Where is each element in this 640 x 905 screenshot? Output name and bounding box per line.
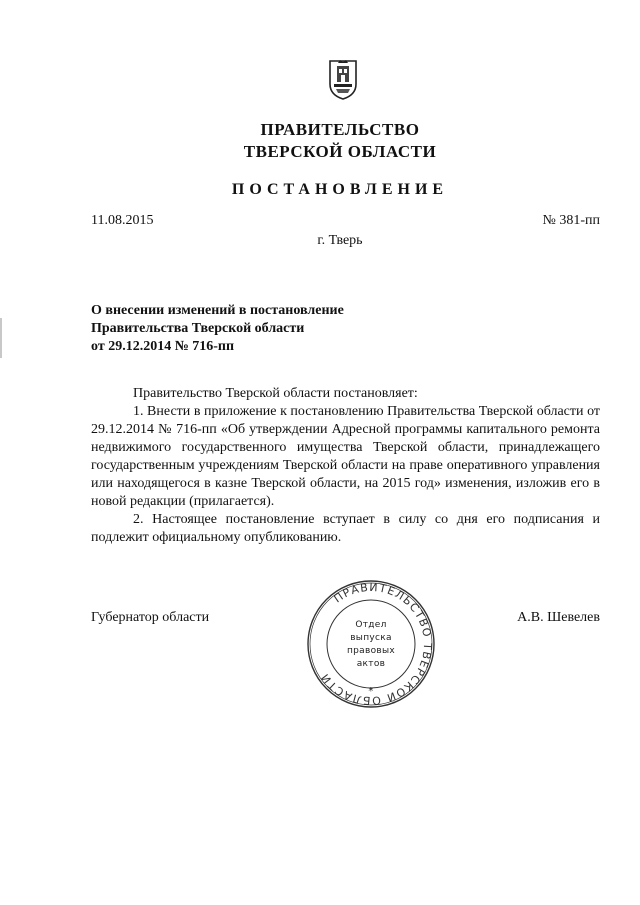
document-city: г. Тверь bbox=[317, 233, 363, 248]
scan-edge-mark bbox=[0, 318, 2, 358]
stamp-center-line: актов bbox=[356, 659, 386, 669]
document-number: № 381-пп bbox=[542, 213, 600, 228]
body-item-1: 1. Внести в приложение к постановлению Правительства Тверской области от 29.12.2014 № 716-пп «Об утверждении Адресной программы капитального ремонта недвижимого государственного имущества Тверской области, принадлежащего государственным учреждениям Тверской области на праве оперативного управления или находящегося в казне Тверской области, на 2015 год» изменения, изложив его в новой редакции (прилагается). bbox=[91, 404, 600, 509]
document-date: 11.08.2015 bbox=[91, 213, 154, 228]
stamp-ring-text: ПРАВИТЕЛЬСТВО ТВЕРСКОЙ ОБЛАСТИ bbox=[317, 580, 435, 708]
coat-of-arms-icon bbox=[328, 58, 358, 100]
stamp-star: * bbox=[368, 686, 374, 697]
signer-title: Губернатор области bbox=[91, 610, 210, 625]
body-intro: Правительство Тверской области постановляет: bbox=[133, 386, 418, 401]
organization-name-line2: ТВЕРСКОЙ ОБЛАСТИ bbox=[243, 142, 437, 161]
subject-line: Правительства Тверской области bbox=[91, 321, 305, 336]
stamp-center-line: выпуска bbox=[350, 633, 392, 643]
subject-line: О внесении изменений в постановление bbox=[91, 303, 344, 318]
document-body bbox=[91, 385, 600, 547]
organization-name-line1: ПРАВИТЕЛЬСТВО bbox=[260, 120, 420, 139]
signer-name: А.В. Шевелев bbox=[517, 610, 600, 625]
stamp-center-line: Отдел bbox=[355, 620, 387, 630]
document-subject bbox=[91, 302, 344, 356]
official-stamp bbox=[305, 578, 437, 710]
stamp-center-line: правовых bbox=[346, 646, 396, 656]
subject-line: от 29.12.2014 № 716-пп bbox=[91, 339, 235, 354]
body-item-2: 2. Настоящее постановление вступает в силу со дня его подписания и подлежит официальному опубликованию. bbox=[91, 512, 600, 545]
document-type: ПОСТАНОВЛЕНИЕ bbox=[231, 181, 449, 198]
